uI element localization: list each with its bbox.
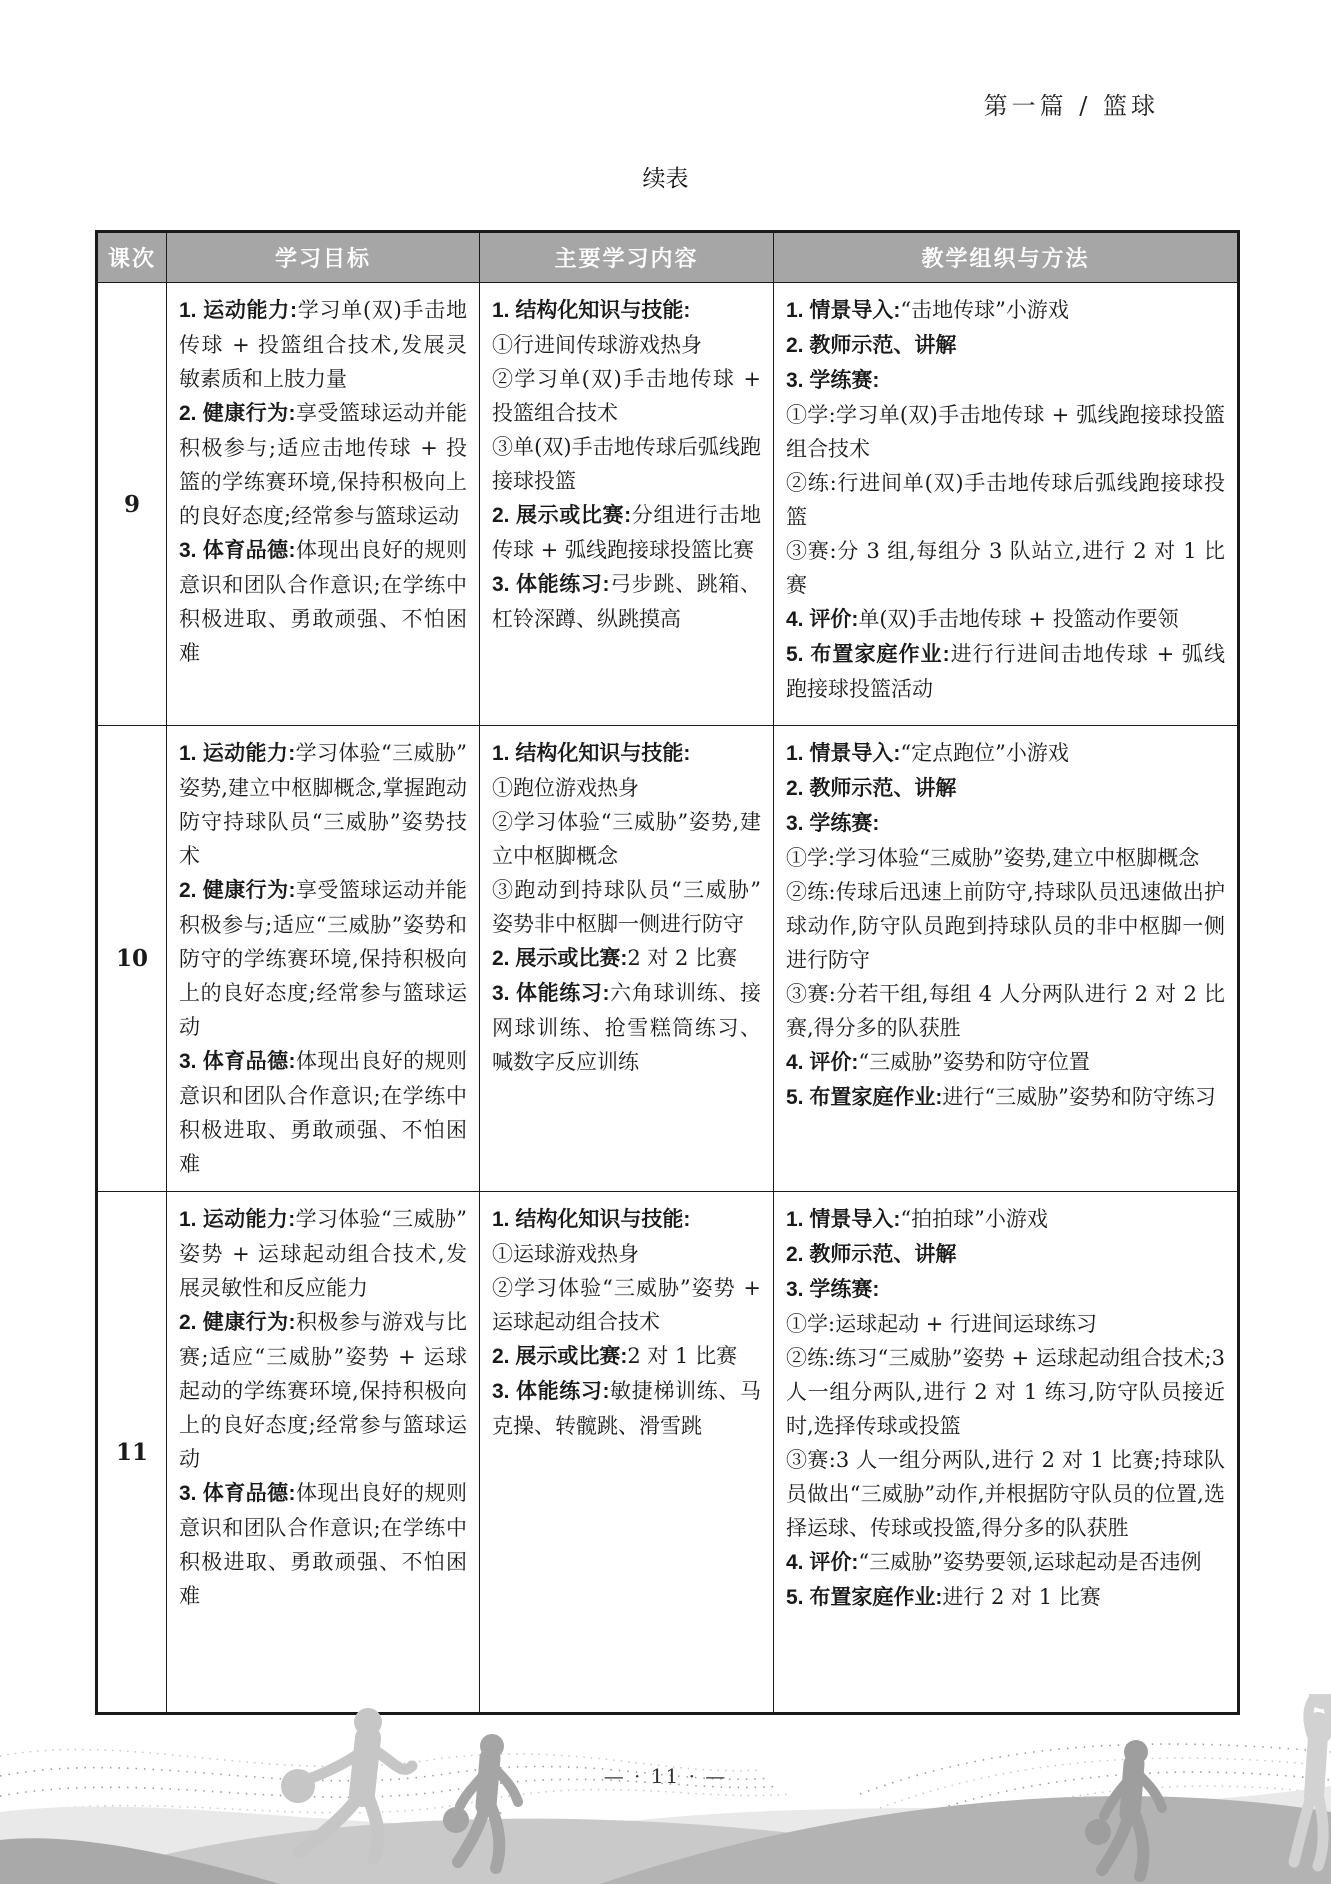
paragraph: 2. 健康行为:享受篮球运动并能积极参与;适应“三威胁”姿势和防守的学练赛环境,保持积极向上的良好态度;经常参与篮球运动 [179,878,468,1039]
table-body [97,283,1239,1714]
paragraph: ①行进间传球游戏热身 [492,333,702,357]
paragraph: ③赛:3 人一组分两队,进行 2 对 1 比赛;持球队员做出“三威胁”动作,并根据防守队员的位置,选择运球、传球或投篮,得分多的队获胜 [786,1448,1225,1540]
column-header-methods: 教学组织与方法 [774,232,1239,283]
paragraph: ①学:学习体验“三威胁”姿势,建立中枢脚概念 [786,846,1200,870]
methods-cell [774,726,1239,1192]
paragraph: 3. 学练赛: [786,1278,880,1301]
paragraph: ①学:学习单(双)手击地传球 + 弧线跑接球投篮组合技术 [786,403,1225,461]
paragraph: 3. 体能练习:弓步跳、跳箱、杠铃深蹲、纵跳摸高 [492,572,761,631]
paragraph: 3. 学练赛: [786,812,880,835]
paragraph: 3. 体能练习:六角球训练、接网球训练、抢雪糕筒练习、喊数字反应训练 [492,981,761,1074]
paragraph: 1. 结构化知识与技能: [492,1208,691,1231]
table-header [97,232,1239,283]
paragraph: ②练:传球后迅速上前防守,持球队员迅速做出护球动作,防守队员跑到持球队员的非中枢脚一侧进行防守 [786,880,1225,972]
paragraph: 1. 运动能力:学习体验“三威胁”姿势,建立中枢脚概念,掌握跑动防守持球队员“三威胁”姿势技术 [179,741,467,868]
column-header-lesson: 课次 [97,232,167,283]
running-header: 第一篇 / 篮球 [983,92,1159,120]
methods-cell [774,1192,1239,1714]
paragraph: 3. 体育品德:体现出良好的规则意识和团队合作意识;在学练中积极进取、勇敢顽强、不怕困难 [179,538,468,665]
paragraph: ③赛:分若干组,每组 4 人分两队进行 2 对 2 比赛,得分多的队获胜 [786,982,1225,1040]
basketball-right-dribbler [1085,1819,1111,1845]
page-number: — · 11 · — [603,1764,728,1788]
goals-cell [167,283,480,726]
paragraph: 4. 评价:“三威胁”姿势和防守位置 [786,1050,1090,1074]
column-header-goals: 学习目标 [167,232,480,283]
paragraph: 1. 情景导入:“击地传球”小游戏 [786,298,1069,322]
content-cell [480,726,774,1192]
basketball-left-dribbler [443,1807,469,1833]
footer-art [0,1694,1331,1884]
paragraph: ①学:运球起动 + 行进间运球练习 [786,1312,1098,1336]
paragraph: ①运球游戏热身 [492,1242,639,1266]
paragraph: 3. 体育品德:体现出良好的规则意识和团队合作意识;在学练中积极进取、勇敢顽强、不怕困难 [179,1481,468,1608]
content-cell [480,283,774,726]
paragraph: ③跑动到持球队员“三威胁”姿势非中枢脚一侧进行防守 [492,878,761,936]
paragraph: 1. 结构化知识与技能: [492,299,691,322]
paragraph: 2. 健康行为:享受篮球运动并能积极参与;适应击地传球 + 投篮的学练赛环境,保持积极向上的良好态度;经常参与篮球运动 [179,401,468,528]
paragraph: 5. 布置家庭作业:进行行进间击地传球 + 弧线跑接球投篮活动 [786,642,1225,701]
column-header-content: 主要学习内容 [480,232,774,283]
lesson-number: 9 [97,283,167,726]
paragraph: ②学习体验“三威胁”姿势,建立中枢脚概念 [492,810,761,868]
paragraph: 2. 教师示范、讲解 [786,1243,957,1266]
paragraph: ②学习体验“三威胁”姿势 + 运球起动组合技术 [492,1276,761,1334]
paragraph: 1. 运动能力:学习体验“三威胁”姿势 + 运球起动组合技术,发展灵敏性和反应能力 [179,1207,467,1300]
paragraph: 1. 情景导入:“定点跑位”小游戏 [786,741,1069,765]
paragraph: 3. 体能练习:敏捷梯训练、马克操、转髋跳、滑雪跳 [492,1379,761,1438]
paragraph: 3. 学练赛: [786,369,880,392]
paragraph: ③赛:分 3 组,每组分 3 队站立,进行 2 对 1 比赛 [786,539,1225,597]
paragraph: 3. 体育品德:体现出良好的规则意识和团队合作意识;在学练中积极进取、勇敢顽强、不怕困难 [179,1049,468,1176]
lesson-number: 10 [97,726,167,1192]
goals-cell [167,1192,480,1714]
goals-cell [167,726,480,1192]
paragraph: ①跑位游戏热身 [492,776,639,800]
paragraph: 5. 布置家庭作业:进行 2 对 1 比赛 [786,1585,1101,1609]
table-row-lesson-10 [97,726,1239,1192]
paragraph: 5. 布置家庭作业:进行“三威胁”姿势和防守练习 [786,1085,1216,1109]
paragraph: ②练:行进间单(双)手击地传球后弧线跑接球投篮 [786,471,1225,529]
table-row-lesson-11 [97,1192,1239,1714]
paragraph: ②学习单(双)手击地传球 + 投篮组合技术 [492,367,761,425]
paragraph: ②练:练习“三威胁”姿势 + 运球起动组合技术;3 人一组分两队,进行 2 对 1 练习,防守队员接近时,选择传球或投篮 [786,1346,1225,1438]
paragraph: 2. 展示或比赛:2 对 2 比赛 [492,946,738,970]
paragraph: 2. 教师示范、讲解 [786,334,957,357]
paragraph: 4. 评价:“三威胁”姿势要领,运球起动是否违例 [786,1550,1202,1574]
table-row-lesson-9 [97,283,1239,726]
content-cell [480,1192,774,1714]
paragraph: 2. 教师示范、讲解 [786,777,957,800]
table-caption: 续表 [642,166,689,192]
lesson-plan-table [95,230,1240,1715]
paragraph: 1. 运动能力:学习单(双)手击地传球 + 投篮组合技术,发展灵敏素质和上肢力量 [179,298,468,391]
paragraph: 1. 情景导入:“拍拍球”小游戏 [786,1207,1048,1231]
paragraph: 2. 健康行为:积极参与游戏与比赛;适应“三威胁”姿势 + 运球起动的学练赛环境,保持积极向上的良好态度;经常参与篮球运动 [179,1310,468,1471]
paragraph: ③单(双)手击地传球后弧线跑接球投篮 [492,435,761,493]
methods-cell [774,283,1239,726]
paragraph: 2. 展示或比赛:分组进行击地传球 + 弧线跑接球投篮比赛 [492,503,761,562]
lesson-number: 11 [97,1192,167,1714]
paragraph: 4. 评价:单(双)手击地传球 + 投篮动作要领 [786,607,1179,631]
paragraph: 1. 结构化知识与技能: [492,742,691,765]
paragraph: 2. 展示或比赛:2 对 1 比赛 [492,1344,738,1368]
